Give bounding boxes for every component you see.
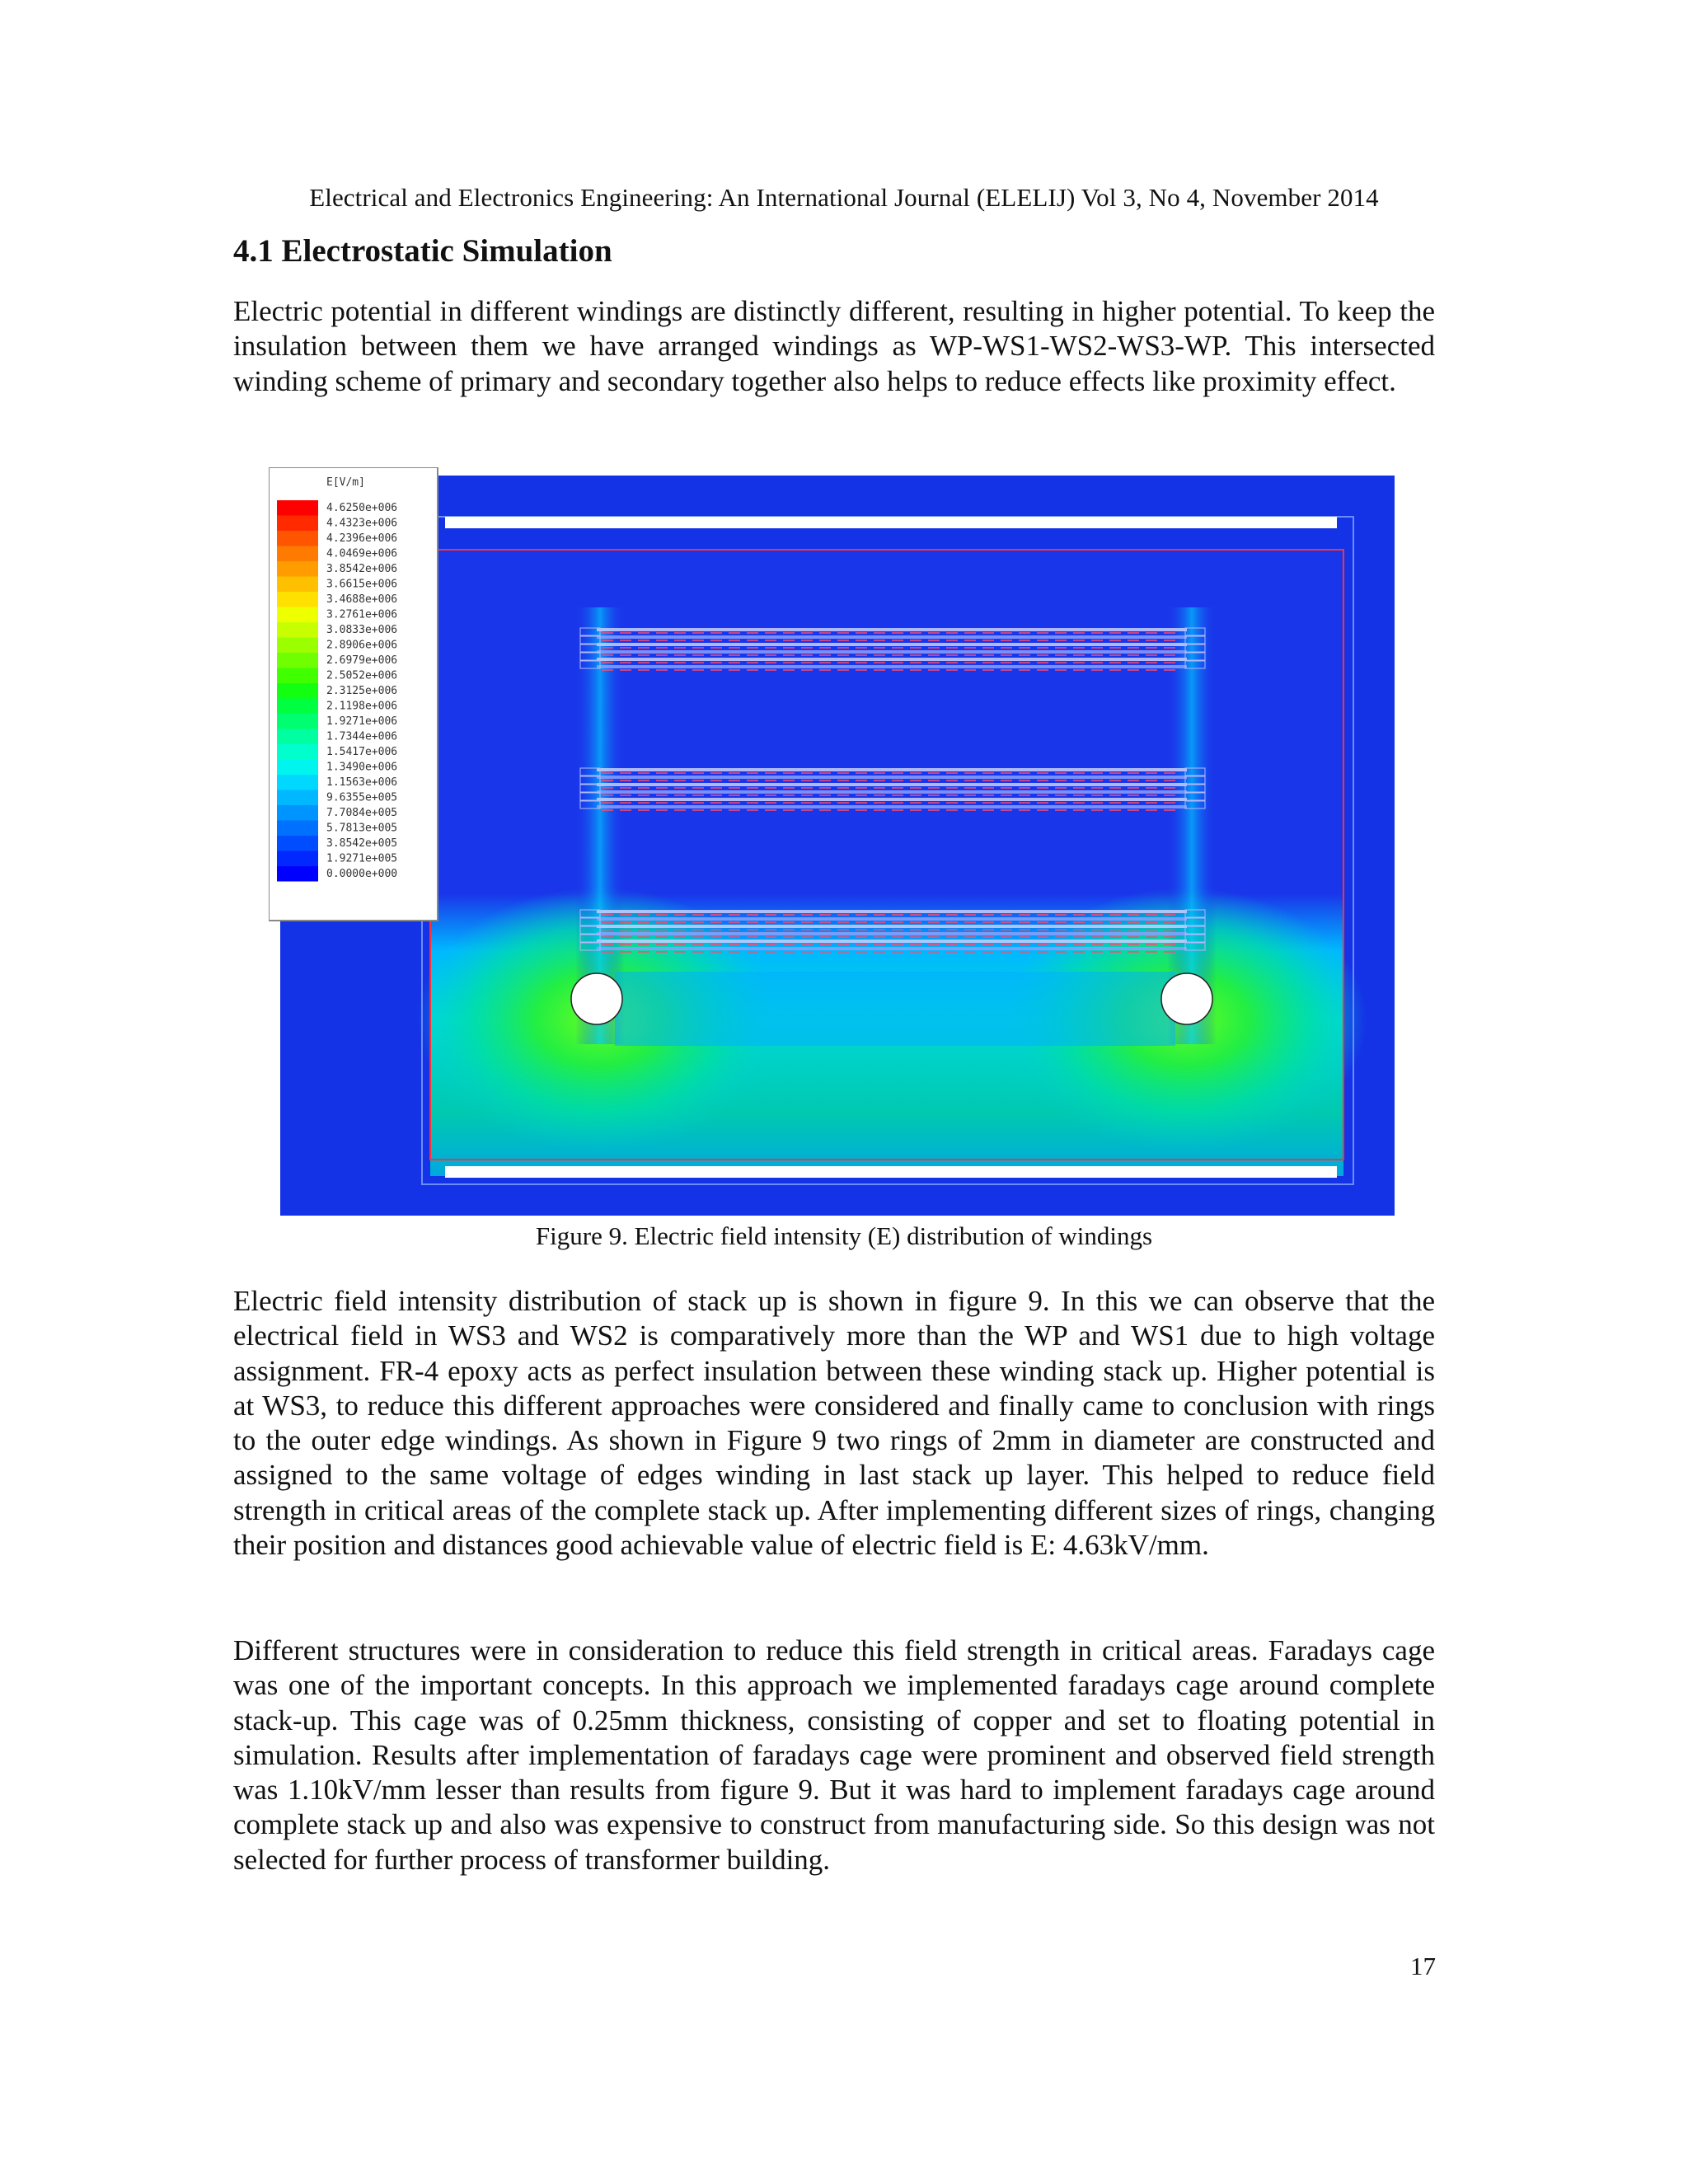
- legend-swatch: [277, 866, 318, 882]
- legend-value: 2.6979e+006: [326, 654, 398, 667]
- legend-swatch: [277, 683, 318, 699]
- top-plate: [445, 517, 1337, 528]
- legend-value: 1.5417e+006: [326, 746, 398, 758]
- bottom-plate: [445, 1166, 1337, 1178]
- legend-swatch: [277, 729, 318, 745]
- legend-value: 9.6355e+005: [326, 791, 398, 804]
- legend-value: 2.8906e+006: [326, 639, 398, 652]
- legend-swatch: [277, 577, 318, 593]
- field-simulation-plot: [269, 467, 1395, 1216]
- legend-swatch: [277, 714, 318, 729]
- legend-value: 2.1198e+006: [326, 700, 398, 713]
- legend-value: 4.2396e+006: [326, 532, 398, 545]
- running-header: Electrical and Electronics Engineering: An International Journal (ELELIJ) Vol 3, No 4, November 2014: [309, 183, 1379, 212]
- paragraph-faraday-cage: Different structures were in consideration to reduce this field strength in critical areas. Faradays cage was one of the important concepts. In this approach we implemented faradays cage around complete stack-up. This cage was of 0.25mm thickness, consisting of copper and set to floating potential in simulation. Results after implementation of faradays cage were prominent and observed field strength was 1.10kV/mm lesser than results from figure 9. But it was hard to implement faradays cage around complete stack up and also was expensive to construct from manufacturing side. So this design was not selected for further process of transformer building.: [233, 1634, 1435, 1876]
- legend-title: E[V/m]: [326, 476, 365, 489]
- section-title: 4.1 Electrostatic Simulation: [233, 233, 612, 269]
- legend-swatch: [277, 561, 318, 577]
- legend-value: 1.9271e+006: [326, 715, 398, 728]
- paragraph-field-distribution: Electric field intensity distribution of stack up is shown in figure 9. In this we can observe that the electrical field in WS3 and WS2 is comparatively more than the WP and WS1 due to high voltage assignment. FR-4 epoxy acts as perfect insulation between these winding stack up. Higher potential is at WS3, to reduce this different approaches were considered and finally came to conclusion with rings to the outer edge windings. As shown in Figure 9 two rings of 2mm in diameter are constructed and assigned to the same voltage of edges winding in last stack up layer. This helped to reduce field strength in critical areas of the complete stack up. After implementing different sizes of rings, changing their position and distances good achievable value of electric field is E: 4.63kV/mm.: [233, 1285, 1435, 1562]
- legend-value: 7.7084e+005: [326, 807, 398, 819]
- figure-caption: Figure 9. Electric field intensity (E) distribution of windings: [535, 1221, 1153, 1250]
- legend-swatch: [277, 516, 318, 532]
- legend-value: 3.0833e+006: [326, 624, 398, 636]
- legend-swatch: [277, 607, 318, 623]
- legend-swatch: [277, 699, 318, 715]
- legend-value: 5.7813e+005: [326, 822, 398, 835]
- legend-swatch: [277, 805, 318, 821]
- legend-swatch: [277, 668, 318, 684]
- legend-swatch: [277, 653, 318, 668]
- legend-swatch: [277, 622, 318, 638]
- legend-value: 3.2761e+006: [326, 608, 398, 621]
- legend-swatch: [277, 790, 318, 806]
- legend-swatch: [277, 592, 318, 607]
- legend-swatch: [277, 546, 318, 562]
- legend-swatch: [277, 760, 318, 776]
- fringe-streaks: [615, 972, 1175, 1046]
- legend-value: 2.3125e+006: [326, 685, 398, 697]
- legend-value: 1.3490e+006: [326, 761, 398, 774]
- page-number: 17: [1410, 1952, 1436, 1980]
- figure-9: [269, 467, 1395, 1216]
- legend-swatch: [277, 638, 318, 654]
- legend-value: 3.8542e+006: [326, 563, 398, 575]
- legend-value: 0.0000e+000: [326, 868, 398, 880]
- legend-value: 1.9271e+005: [326, 852, 398, 865]
- legend-value: 3.4688e+006: [326, 593, 398, 606]
- legend-swatch: [277, 851, 318, 867]
- legend-value: 3.8542e+005: [326, 837, 398, 850]
- legend-value: 2.5052e+006: [326, 669, 398, 682]
- ring-left: [571, 973, 622, 1024]
- legend-swatch: [277, 500, 318, 516]
- legend-swatch: [277, 744, 318, 760]
- legend-value: 3.6615e+006: [326, 578, 398, 591]
- ring-right: [1161, 973, 1212, 1024]
- legend-value: 1.1563e+006: [326, 776, 398, 789]
- paragraph-intro: Electric potential in different windings are distinctly different, resulting in higher potential. To keep the insulation between them we have arranged windings as WP-WS1-WS2-WS3-WP. This intersected winding scheme of primary and secondary together also helps to reduce effects like proximity effect.: [233, 295, 1435, 397]
- legend-scale: [277, 500, 397, 882]
- legend-swatch: [277, 775, 318, 790]
- legend-value: 1.7344e+006: [326, 730, 398, 743]
- legend-swatch: [277, 821, 318, 837]
- legend-swatch: [277, 531, 318, 546]
- legend-value: 4.6250e+006: [326, 502, 398, 514]
- legend-swatch: [277, 836, 318, 851]
- legend-value: 4.4323e+006: [326, 517, 398, 530]
- legend-value: 4.0469e+006: [326, 547, 398, 560]
